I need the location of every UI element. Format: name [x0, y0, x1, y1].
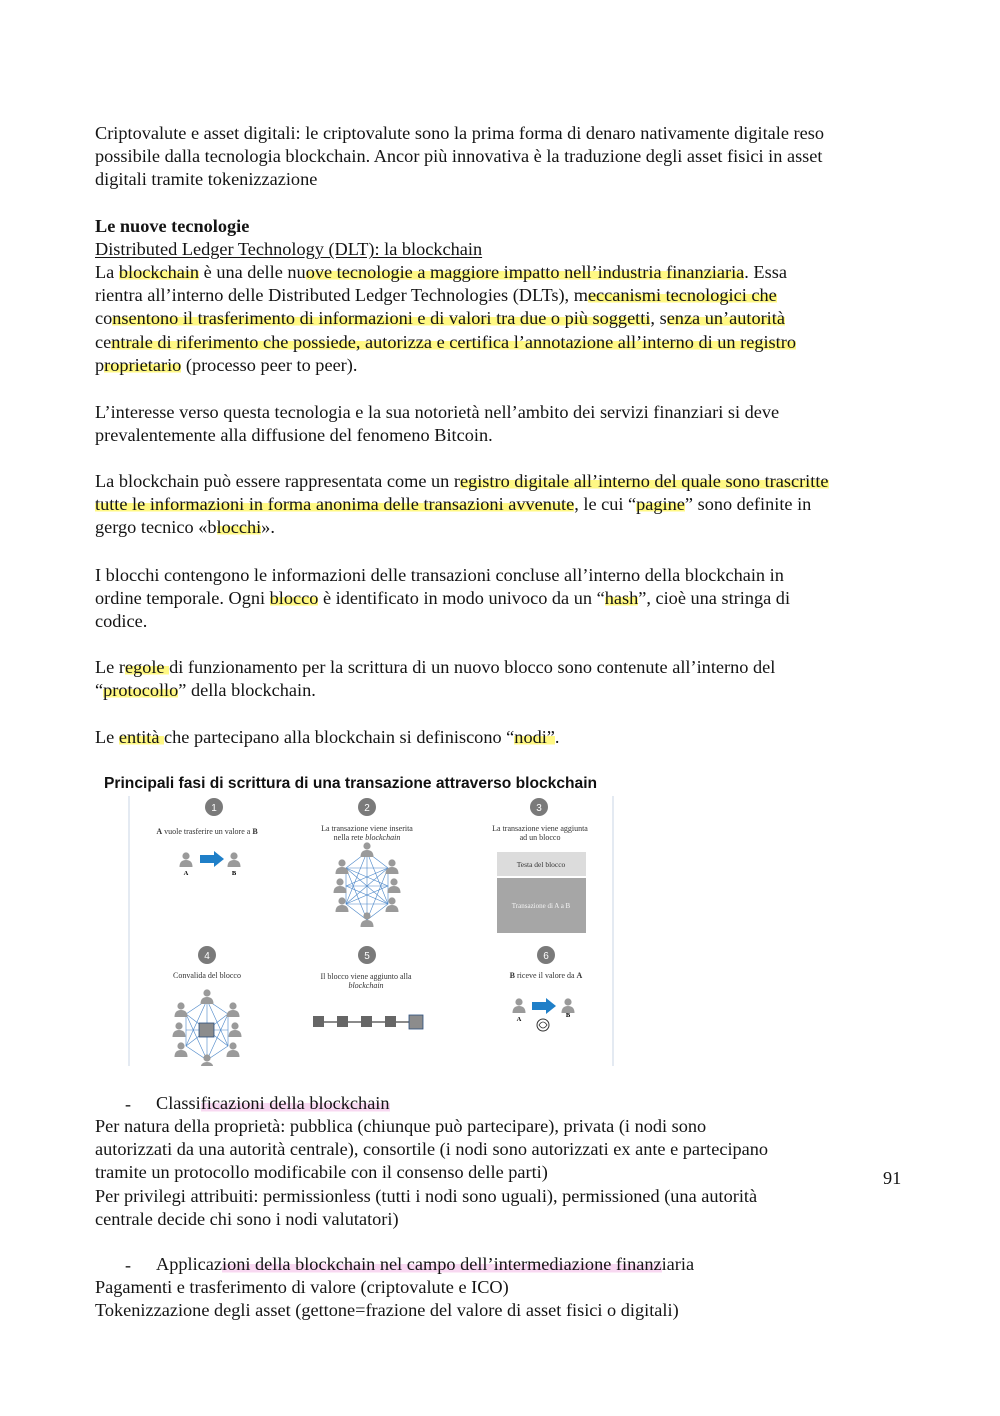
- node-label: A: [183, 870, 189, 877]
- text-run: La: [95, 262, 119, 282]
- person-icon: [227, 1002, 240, 1017]
- highlight: protocollo: [103, 680, 179, 701]
- label-run: blockchain: [365, 833, 401, 842]
- person-icon: [175, 1042, 188, 1057]
- step-3-badge: [530, 798, 548, 816]
- step-6-transfer: [513, 998, 575, 1031]
- paragraph-crypto-assets: [95, 122, 925, 192]
- highlight-pink: ficazioni della blockchain: [200, 1093, 390, 1113]
- step-6-label: [510, 971, 583, 980]
- text-run: è una delle nu: [199, 262, 306, 282]
- paragraph-applications: [95, 1276, 925, 1322]
- highlight: nodi”: [514, 727, 555, 747]
- text-line: Per natura della proprietà: pubblica (chiunque può partecipare), privata (i nodi sono: [95, 1116, 707, 1136]
- label-run: A: [156, 827, 163, 836]
- section-subheading: Distributed Ledger Technology (DLT): la blockchain: [95, 239, 483, 260]
- step-3-label-line: La transazione viene aggiunta: [492, 824, 588, 833]
- section-header: [95, 215, 925, 261]
- text-run: ordine temporale. Ogni: [95, 588, 270, 609]
- paragraph-interest: [95, 401, 925, 447]
- label-run: B: [252, 827, 258, 836]
- step-number: 4: [204, 951, 210, 962]
- step-1-transfer: [180, 851, 241, 877]
- step-1-label: [156, 827, 258, 836]
- page-number: 91: [883, 1168, 902, 1188]
- step-6-badge: [537, 946, 555, 964]
- label-run: A: [576, 971, 583, 980]
- text-line: possibile dalla tecnologia blockchain. Ancor più innovativa è la traduzione degli asset fisici in asset: [95, 146, 823, 167]
- person-icon: [227, 1042, 240, 1057]
- paragraph-classifications: [95, 1115, 925, 1231]
- text-line: [95, 261, 925, 284]
- person-icon: [336, 859, 349, 874]
- highlight: entità: [118, 727, 165, 747]
- block-body-label: Transazione di A a B: [511, 902, 571, 910]
- highlight: ove tecnologie a maggiore impatto nell’industria finanziaria: [305, 262, 745, 282]
- step-5-badge: [358, 946, 376, 964]
- section-heading: Le nuove tecnologie: [95, 216, 250, 236]
- person-icon: [228, 852, 241, 867]
- text-run: gergo tecnico «b: [95, 517, 217, 538]
- text-line: [95, 307, 925, 330]
- text-run: p: [95, 354, 105, 375]
- text-run: ».: [261, 517, 275, 538]
- text-run: , le cui “: [574, 494, 637, 515]
- text-run: Le: [95, 727, 119, 747]
- blockchain-steps-figure: [128, 796, 614, 1066]
- highlight: hash: [604, 588, 639, 609]
- step-4-nodes: [173, 989, 242, 1066]
- text-run: ” della blockchain.: [178, 680, 316, 701]
- text-line: [95, 726, 925, 749]
- label-run: nella rete: [333, 833, 366, 842]
- text-line: autorizzati da una autorità centrale), consortile (i nodi sono autorizzati ex ante e partecipano: [95, 1139, 769, 1160]
- text-line: Criptovalute e asset digitali: le criptovalute sono la prima forma di denaro nativamente digitale reso: [95, 123, 824, 143]
- label-run: B: [509, 971, 516, 980]
- paragraph-nodes: [95, 726, 925, 749]
- step-number: 2: [364, 803, 370, 814]
- text-run: .: [554, 727, 560, 747]
- text-run: ce: [95, 331, 112, 352]
- step-1-badge: [205, 798, 223, 816]
- text-run: iaria: [661, 1254, 695, 1274]
- text-run: (processo peer to peer).: [181, 354, 358, 375]
- highlight: ntrale di riferimento che possiede, autorizza e certifica l’annotazione all’interno di un registro: [111, 331, 796, 352]
- arrow-right-icon: [532, 998, 556, 1014]
- step-number: 3: [536, 803, 542, 814]
- person-icon: [513, 998, 526, 1013]
- step-4-badge: [198, 946, 216, 964]
- text-line: [95, 354, 925, 377]
- person-icon: [201, 1054, 214, 1066]
- text-run: . Essa: [744, 262, 787, 282]
- text-run: ” sono definite in: [684, 494, 812, 515]
- text-line: tramite un protocollo modificabile con il consenso delle parti): [95, 1162, 548, 1183]
- figure-title: Principali fasi di scrittura di una transazione attraverso blockchain: [104, 775, 598, 792]
- person-icon: [229, 1022, 242, 1037]
- text-line: Tokenizzazione degli asset (gettone=frazione del valore di asset fisici o digitali): [95, 1300, 679, 1321]
- text-line: [95, 656, 925, 679]
- person-icon: [180, 852, 193, 867]
- person-icon: [334, 878, 347, 893]
- text-run: ”, cioè una stringa di: [638, 588, 791, 609]
- highlight: tutte le informazioni in forma anonima delle transazioni avvenute: [95, 494, 575, 515]
- paragraph-dlt: [95, 261, 925, 377]
- bullet-marker: -: [125, 1094, 131, 1114]
- step-number: 6: [543, 951, 549, 962]
- block-icon: [199, 1023, 214, 1037]
- text-line: I blocchi contengono le informazioni delle transazioni concluse all’interno della blockchain in: [95, 565, 784, 585]
- text-run: che partecipano alla blockchain si definiscono “: [164, 727, 515, 747]
- text-run: Le r: [95, 657, 125, 677]
- step-number: 1: [211, 803, 217, 814]
- highlight: locchi: [216, 517, 262, 538]
- highlight-pink: ioni della blockchain nel campo dell’intermediazione finanz: [221, 1254, 662, 1274]
- step-4-label: Convalida del blocco: [173, 971, 241, 980]
- text-run: di funzionamento per la scrittura di un nuovo blocco sono contenute all’interno del: [169, 657, 776, 677]
- text-line: prevalentemente alla diffusione del fenomeno Bitcoin.: [95, 425, 493, 446]
- block-head-label: Testa del blocco: [516, 860, 566, 869]
- text-run: La blockchain può essere rappresentata come un r: [95, 471, 460, 491]
- text-run: Applicaz: [156, 1254, 222, 1274]
- step-5-label-line: Il blocco viene aggiunto alla: [320, 972, 412, 981]
- node-label: A: [516, 1016, 522, 1023]
- text-line: [156, 1092, 986, 1115]
- text-line: codice.: [95, 611, 148, 632]
- label-run: vuole trasferire un valore a: [162, 827, 253, 836]
- coin-icon: [537, 1019, 549, 1031]
- text-run: co: [95, 308, 113, 329]
- step-5-chain: [313, 1015, 423, 1029]
- highlight: enza un’autorità: [666, 308, 785, 329]
- text-line: [95, 470, 925, 493]
- step-2-label-line: [334, 833, 401, 842]
- highlight: pagine: [636, 494, 685, 515]
- highlight: blocco: [269, 588, 319, 609]
- bullet-classifications-title: [156, 1092, 986, 1115]
- text-run: Classi: [156, 1093, 201, 1113]
- text-line: [95, 331, 925, 354]
- text-run: , s: [650, 308, 667, 329]
- person-icon: [388, 878, 401, 893]
- highlight: egole: [124, 657, 170, 677]
- node-label: B: [565, 1012, 571, 1019]
- bullet-applications-title: [156, 1253, 986, 1276]
- highlight: roprietario: [104, 354, 182, 375]
- text-line: Per privilegi attribuiti: permissionless (tutti i nodi sono uguali), permissioned (una autorità: [95, 1185, 758, 1206]
- step-5-label-line: blockchain: [348, 981, 384, 990]
- step-3-label-line: ad un blocco: [519, 833, 561, 842]
- text-line: [156, 1253, 986, 1276]
- text-run: “: [95, 680, 104, 701]
- text-line: [95, 493, 925, 516]
- text-line: L’interesse verso questa tecnologia e la sua notorietà nell’ambito dei servizi finanziari si deve: [95, 402, 780, 422]
- person-icon: [173, 1022, 186, 1037]
- text-line: [95, 679, 925, 702]
- highlight: blockchain: [118, 262, 200, 282]
- highlight: eccanismi tecnologici che: [587, 285, 777, 306]
- text-line: [95, 516, 925, 539]
- person-icon: [361, 842, 374, 857]
- text-line: centrale decide chi sono i nodi valutatori): [95, 1208, 399, 1229]
- person-icon: [175, 1002, 188, 1017]
- step-2-network: [346, 852, 388, 920]
- highlight: egistro digitale all’interno del quale sono trascritte: [459, 471, 829, 491]
- highlight: nsentono il trasferimento di informazioni e di valori tra due o più soggetti: [112, 308, 651, 329]
- step-3-block: [497, 852, 586, 933]
- person-icon: [201, 989, 214, 1004]
- text-run: è identificato in modo univoco da un “: [318, 588, 605, 609]
- bullet-marker: -: [125, 1255, 131, 1275]
- paragraph-rules: [95, 656, 925, 702]
- person-icon: [562, 998, 575, 1013]
- person-icon: [386, 859, 399, 874]
- text-run: rientra all’interno delle Distributed Ledger Technologies (DLTs), m: [95, 285, 588, 306]
- paragraph-registry: [95, 470, 925, 540]
- node-label: B: [231, 870, 237, 877]
- step-2-label-line: La transazione viene inserita: [321, 824, 413, 833]
- step-2-badge: [358, 798, 376, 816]
- text-line: Pagamenti e trasferimento di valore (criptovalute e ICO): [95, 1277, 509, 1297]
- text-line: digitali tramite tokenizzazione: [95, 169, 318, 190]
- label-run: riceve il valore da: [515, 971, 577, 980]
- step-number: 5: [364, 951, 370, 962]
- text-line: [95, 284, 925, 307]
- paragraph-blocks: [95, 564, 925, 634]
- text-line: [95, 587, 925, 610]
- arrow-right-icon: [200, 851, 224, 867]
